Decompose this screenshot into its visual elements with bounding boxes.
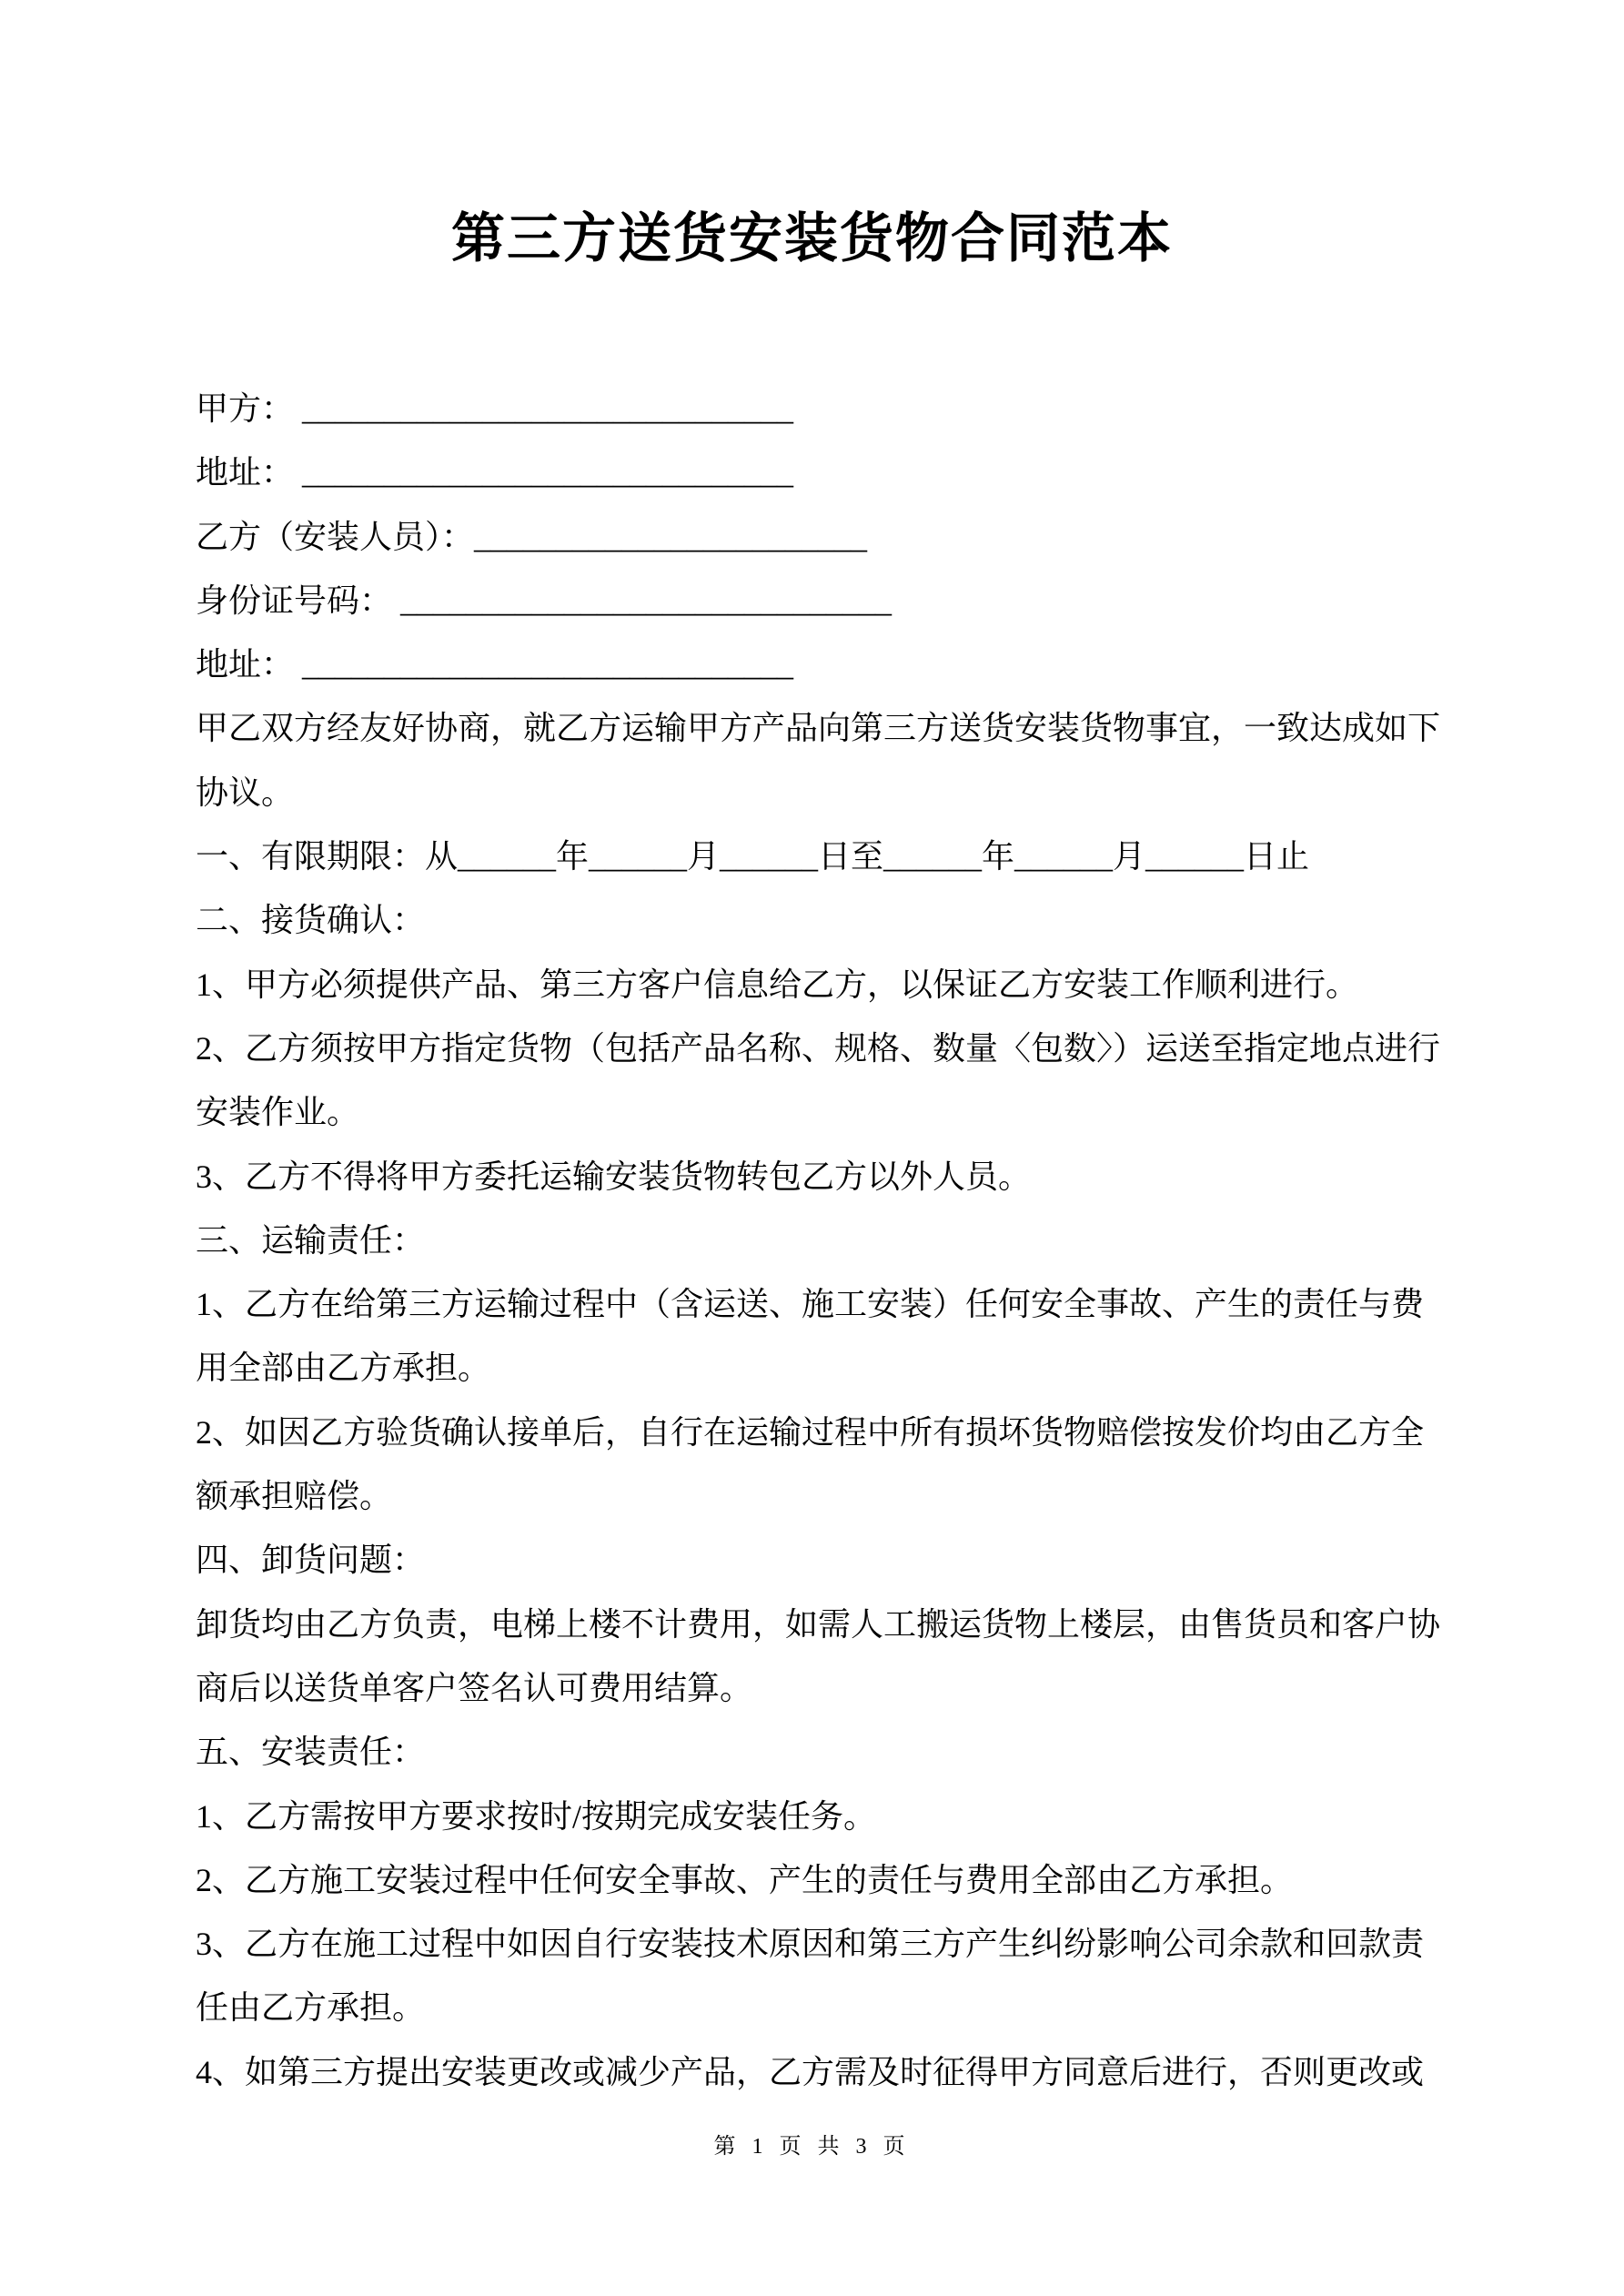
document-body <box>196 377 1488 2104</box>
clause-3-1-line-1: 1、乙方在给第三方运输过程中（含运送、施工安装）任何安全事故、产生的责任与费 <box>196 1286 1425 1323</box>
document-title: 第三方送货安装货物合同范本 <box>450 208 1173 268</box>
clause-5-3-line-1: 3、乙方在施工过程中如因自行安装技术原因和第三方产生纠纷影响公司余款和回款责 <box>196 1926 1425 1963</box>
clause-5-1: 1、乙方需按甲方要求按时/按期完成安装任务。 <box>196 1797 877 1835</box>
form-line-address-b: 地址： ______________________________ <box>196 646 794 683</box>
form-line-address-a: 地址： ______________________________ <box>196 454 794 491</box>
preamble-line-2: 协议。 <box>196 774 295 811</box>
clause-4-line-1: 卸货均由乙方负责，电梯上楼不计费用，如需人工搬运货物上楼层，由售货员和客户协 <box>196 1605 1441 1643</box>
heading-section-2: 二、接货确认： <box>196 902 426 939</box>
clause-5-2: 2、乙方施工安装过程中任何安全事故、产生的责任与费用全部由乙方承担。 <box>196 1861 1294 1898</box>
form-line-id-number: 身份证号码： ______________________________ <box>196 582 893 619</box>
clause-4-line-2: 商后以送货单客户签名认可费用结算。 <box>196 1669 753 1706</box>
form-line-party-b: 乙方（安装人员）：________________________ <box>196 518 868 555</box>
heading-section-4: 四、卸货问题： <box>196 1542 426 1579</box>
form-line-party-a: 甲方： ______________________________ <box>196 390 794 427</box>
clause-term-line: 一、有限期限：从______年______月______日至______年______月______日止 <box>196 838 1310 875</box>
clause-3-2-line-1: 2、如因乙方验货确认接单后，自行在运输过程中所有损坏货物赔偿按发价均由乙方全 <box>196 1413 1425 1451</box>
clause-2-2-line-2: 安装作业。 <box>196 1094 360 1131</box>
clause-3-1-line-2: 用全部由乙方承担。 <box>196 1350 491 1387</box>
clause-2-2-line-1: 2、乙方须按甲方指定货物（包括产品名称、规格、数量〈包数〉）运送至指定地点进行 <box>196 1029 1441 1067</box>
page-number-footer: 第 1 页 共 3 页 <box>713 2135 911 2159</box>
clause-3-2-line-2: 额承担赔偿。 <box>196 1478 393 1515</box>
clause-2-1: 1、甲方必须提供产品、第三方客户信息给乙方，以保证乙方安装工作顺利进行。 <box>196 966 1359 1003</box>
preamble-line-1: 甲乙双方经友好协商，就乙方运输甲方产品向第三方送货安装货物事宜，一致达成如下 <box>196 710 1441 747</box>
heading-section-5: 五、安装责任： <box>196 1734 426 1771</box>
clause-2-3: 3、乙方不得将甲方委托运输安装货物转包乙方以外人员。 <box>196 1158 1032 1195</box>
heading-section-3: 三、运输责任： <box>196 1221 426 1259</box>
clause-5-3-line-2: 任由乙方承担。 <box>196 1989 426 2027</box>
clause-5-4-line-1: 4、如第三方提出安装更改或减少产品，乙方需及时征得甲方同意后进行，否则更改或 <box>196 2053 1425 2090</box>
